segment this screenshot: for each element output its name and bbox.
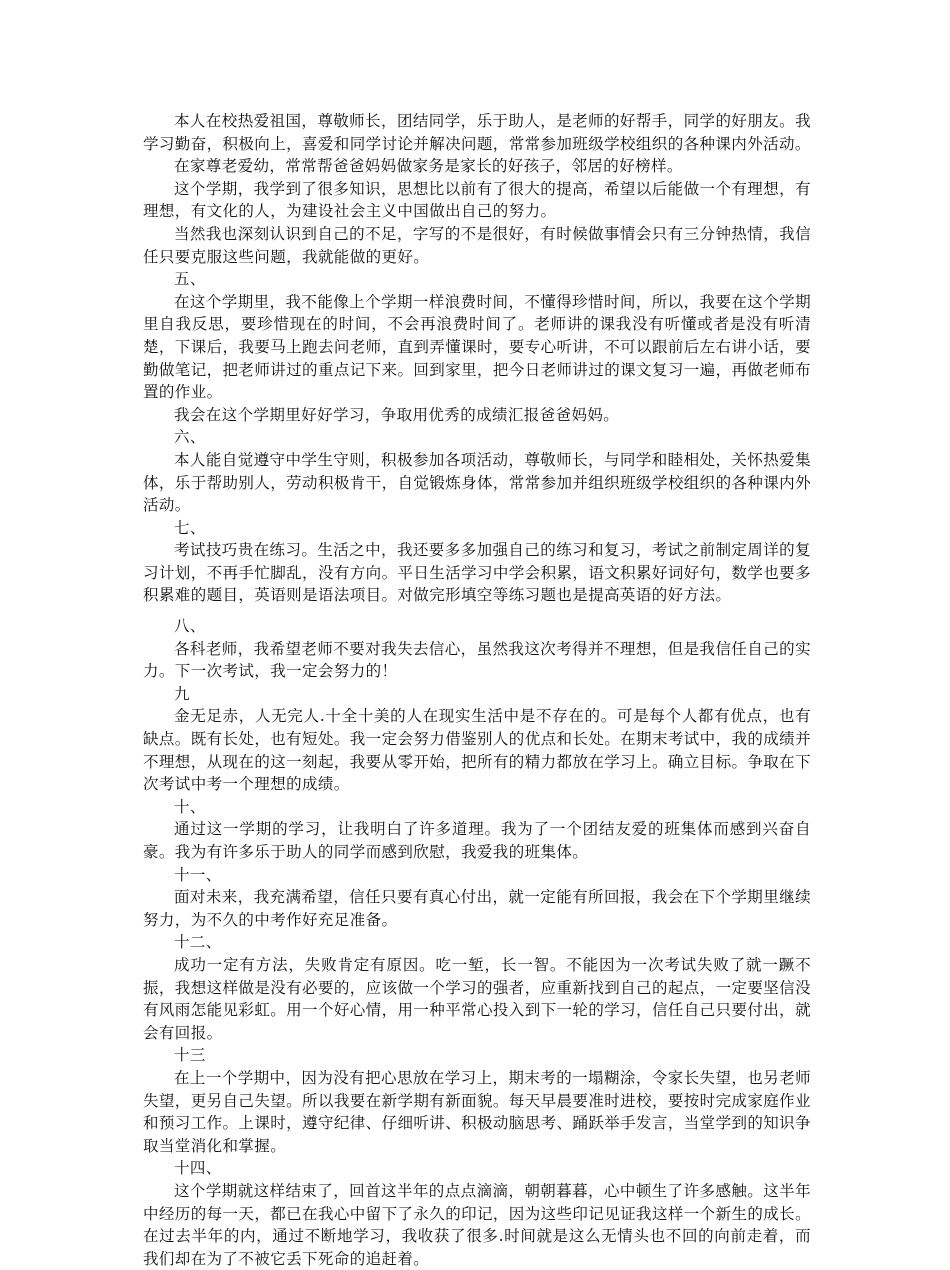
section-heading: 五、 <box>174 270 206 289</box>
section-heading: 十三 <box>174 1046 206 1065</box>
paragraph: 各科老师，我希望老师不要对我失去信心，虽然我这次考得并不理想，但是我信任自己的实力。下一次考试，我一定会努力的！ <box>143 639 811 681</box>
paragraph: 通过这一学期的学习，让我明白了许多道理。我为了一个团结友爱的班集体而感到兴奋自豪。我为有许多乐于助人的同学而感到欣慰，我爱我的班集体。 <box>143 820 811 861</box>
paragraph: 本人在校热爱祖国，尊敬师长，团结同学，乐于助人，是老师的好帮手，同学的好朋友。我学习勤奋，积极向上，喜爱和同学讨论并解决问题，常常参加班级学校组织的各种课内外活动。 <box>143 112 811 153</box>
section-heading: 十、 <box>174 797 206 816</box>
paragraph: 本人能自觉遵守中学生守则，积极参加各项活动，尊敬师长，与同学和睦相处，关怀热爱集体，乐于帮助别人，劳动积极肯干，自觉锻炼身体，常常参加并组织班级学校组织的各种课内外活动。 <box>143 450 811 515</box>
document-body <box>143 110 811 1270</box>
paragraph: 我会在这个学期里好好学习，争取用优秀的成绩汇报爸爸妈妈。 <box>174 405 620 424</box>
paragraph: 这个学期，我学到了很多知识，思想比以前有了很大的提高，希望以后能做一个有理想，有理想，有文化的人，为建设社会主义中国做出自己的努力。 <box>143 179 811 221</box>
section-heading: 九 <box>174 684 190 703</box>
paragraph: 当然我也深刻认识到自己的不足，字写的不是很好，有时候做事情会只有三分钟热情，我信任只要克服这些问题，我就能做的更好。 <box>143 224 811 266</box>
paragraph: 金无足赤，人无完人.十全十美的人在现实生活中是不存在的。可是每个人都有优点，也有缺点。既有长处，也有短处。我一定会努力借鉴别人的优点和长处。在期末考试中，我的成绩并不理想，从现在的这一刻起，我要从零开始，把所有的精力都放在学习上。确立目标。争取在下次考试中考一个理想的成绩。 <box>143 707 811 794</box>
paragraph: 在这个学期里，我不能像上个学期一样浪费时间，不懂得珍惜时间，所以，我要在这个学期里自我反思，要珍惜现在的时间，不会再浪费时间了。老师讲的课我没有听懂或者是没有听清楚，下课后，我要马上跑去问老师，直到弄懂课时，要专心听讲，不可以跟前后左右讲小话，要勤做笔记，把老师讲过的重点记下来。回到家里，把今日老师讲过的课文复习一遍，再做老师布置的作业。 <box>143 292 811 402</box>
section-heading: 十四、 <box>174 1159 222 1178</box>
paragraph: 在家尊老爱幼，常常帮爸爸妈妈做家务是家长的好孩子，邻居的好榜样。 <box>174 157 683 176</box>
paragraph: 在上一个学期中，因为没有把心思放在学习上，期末考的一塌糊涂，令家长失望，也另老师失望，更另自己失望。所以我要在新学期有新面貌。每天早晨要准时进校，要按时完成家庭作业和预习工作。上课时，遵守纪律、仔细听讲、积极动脑思考、踊跃举手发言，当堂学到的知识争取当堂消化和掌握。 <box>143 1068 811 1155</box>
section-heading: 八、 <box>174 617 206 636</box>
section-heading: 十二、 <box>174 933 222 952</box>
section-heading: 十一、 <box>174 865 222 884</box>
paragraph: 面对未来，我充满希望，信任只要有真心付出，就一定能有所回报，我会在下个学期里继续努力，为不久的中考作好充足准备。 <box>143 888 811 929</box>
paragraph: 考试技巧贵在练习。生活之中，我还要多多加强自己的练习和复习，考试之前制定周详的复习计划，不再手忙脚乱，没有方向。平日生活学习中学会积累，语文积累好词好句，数学也要多积累难的题目，英语则是语法项目。对做完形填空等练习题也是提高英语的好方法。 <box>143 541 811 605</box>
section-heading: 七、 <box>174 518 206 537</box>
paragraph: 这个学期就这样结束了，回首这半年的点点滴滴，朝朝暮暮，心中顿生了许多感触。这半年中经历的每一天，都已在我心中留下了永久的印记，因为这些印记见证我这样一个新生的成长。在过去半年的内，通过不断地学习，我收获了很多.时间就是这么无情头也不回的向前走着，而我们却在为了不被它丢下死命的追赶着。 <box>143 1181 811 1268</box>
section-heading: 六、 <box>174 428 206 447</box>
paragraph: 成功一定有方法，失败肯定有原因。吃一堑，长一智。不能因为一次考试失败了就一蹶不振，我想这样做是没有必要的，应该做一个学习的强者，应重新找到自己的起点，一定要坚信没有风雨怎能见彩虹。用一个好心情，用一种平常心投入到下一轮的学习，信任自己只要付出，就会有回报。 <box>143 955 811 1042</box>
